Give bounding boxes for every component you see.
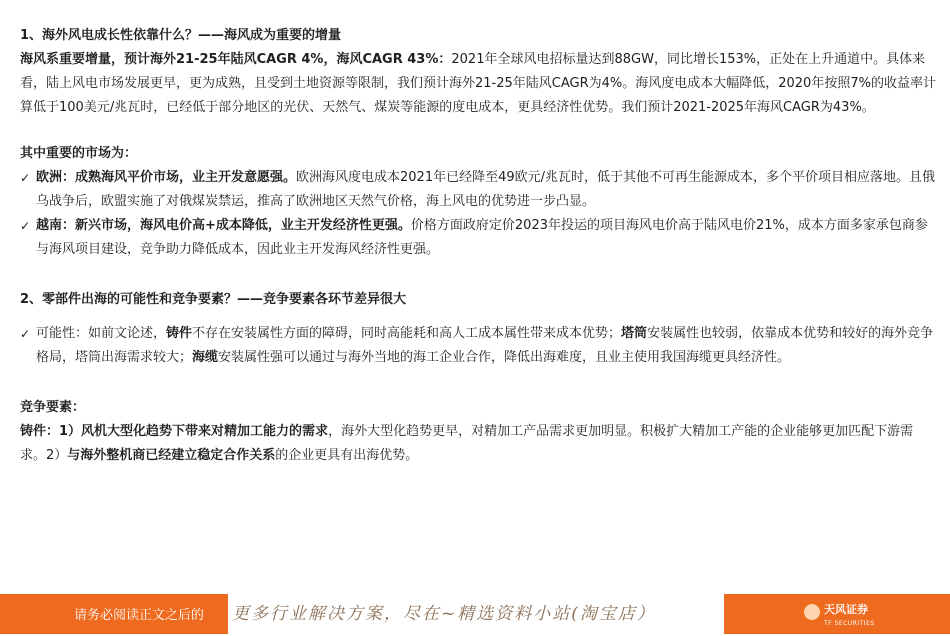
factor-2-lead: 与海外整机商已经建立稳定合作关系 — [67, 448, 276, 463]
factor-1-text: ，海外大型化趋势更早，对精加工产品需求更加明显。积极扩大精加工产能的企业能够更加匹配下游需求。2） — [20, 424, 914, 463]
casting-lead: 铸件 — [166, 326, 193, 341]
factors-paragraph — [20, 420, 938, 468]
tower-text: 安装属性也较弱，依靠成本优势和较好的海外竞争格局，塔筒出海需求较大； — [36, 326, 934, 365]
casting-text: 不存在安装属性方面的障碍，同时高能耗和高人工成本属性带来成本优势； — [192, 326, 622, 341]
europe-lead: 欧洲：成熟海风平价市场，业主开发意愿强。 — [36, 170, 297, 185]
vietnam-lead: 越南：新兴市场，海风电价高+成本降低，业主开发经济性更强。 — [36, 218, 411, 233]
check-icon: ✓ — [20, 219, 31, 233]
vietnam-text: 价格方面政府定价2023年投运的项目海风电价高于陆风电价21%，成本方面多家承包商参与海风项目建设，竞争助力降低成本，因此业主开发海风经济性更强。 — [36, 218, 928, 257]
factors-heading: 竞争要素： — [20, 400, 86, 415]
footer-bar — [0, 594, 950, 634]
markets-heading: 其中重要的市场为： — [20, 146, 138, 161]
watermark-banner: 更多行业解决方案，尽在~精选资料小站(淘宝店） — [228, 594, 724, 634]
factor-1-lead: 1）风机大型化趋势下带来对精加工能力的需求 — [59, 424, 329, 439]
factor-2-text: 的企业更具有出海优势。 — [275, 448, 419, 463]
logo-icon — [804, 604, 820, 620]
list-item-vietnam — [20, 214, 938, 262]
factor-casting-label: 铸件： — [20, 424, 60, 439]
list-item-europe — [20, 166, 938, 214]
cable-lead: 海缆 — [192, 350, 219, 365]
check-icon: ✓ — [20, 327, 31, 341]
possibility-prefix: 可能性：如前文论述， — [36, 326, 167, 341]
section1-lead: 海风系重要增量，预计海外21-25年陆风CAGR 4%，海风CAGR 43%： — [20, 52, 452, 67]
footer-disclaimer: 请务必阅读正文之后的 — [74, 608, 205, 623]
logo-name: 天风证券 — [824, 603, 868, 616]
list-item-possibility — [20, 322, 938, 370]
cable-text: 安装属性强可以通过与海外当地的海工企业合作，降低出海难度，且业主使用我国海缆更具经济性。 — [218, 350, 791, 365]
section1-text: 2021年全球风电招标量达到88GW，同比增长153%，正处在上升通道中。具体来看，陆上风电市场发展更早，更为成熟，且受到土地资源等限制，我们预计海外21-25年陆风CAGR为4%。海风度电成本大幅降低，2020年按照7%的收益率计算低于100美元/兆瓦时，已经低于部分地区的光伏、天然气、煤炭等能源的度电成本，更具经济性优势。我们预计2021-2025年海风CAGR为43%。 — [20, 52, 936, 115]
section1-paragraph — [20, 48, 938, 120]
section2-heading: 2、零部件出海的可能性和竞争要素？——竞争要素各环节差异很大 — [20, 292, 407, 307]
tower-lead: 塔筒 — [621, 326, 648, 341]
document-body — [20, 24, 938, 468]
logo-subtitle: TF SECURITIES — [824, 620, 875, 627]
check-icon: ✓ — [20, 171, 31, 185]
europe-text: 欧洲海风度电成本2021年已经降至49欧元/兆瓦时，低于其他不可再生能源成本，多个平价项目相应落地。且俄乌战争后，欧盟实施了对俄煤炭禁运，推高了欧洲地区天然气价格，海上风电的优势进一步凸显。 — [36, 170, 936, 209]
section1-heading: 1、海外风电成长性依靠什么？——海风成为重要的增量 — [20, 28, 342, 43]
